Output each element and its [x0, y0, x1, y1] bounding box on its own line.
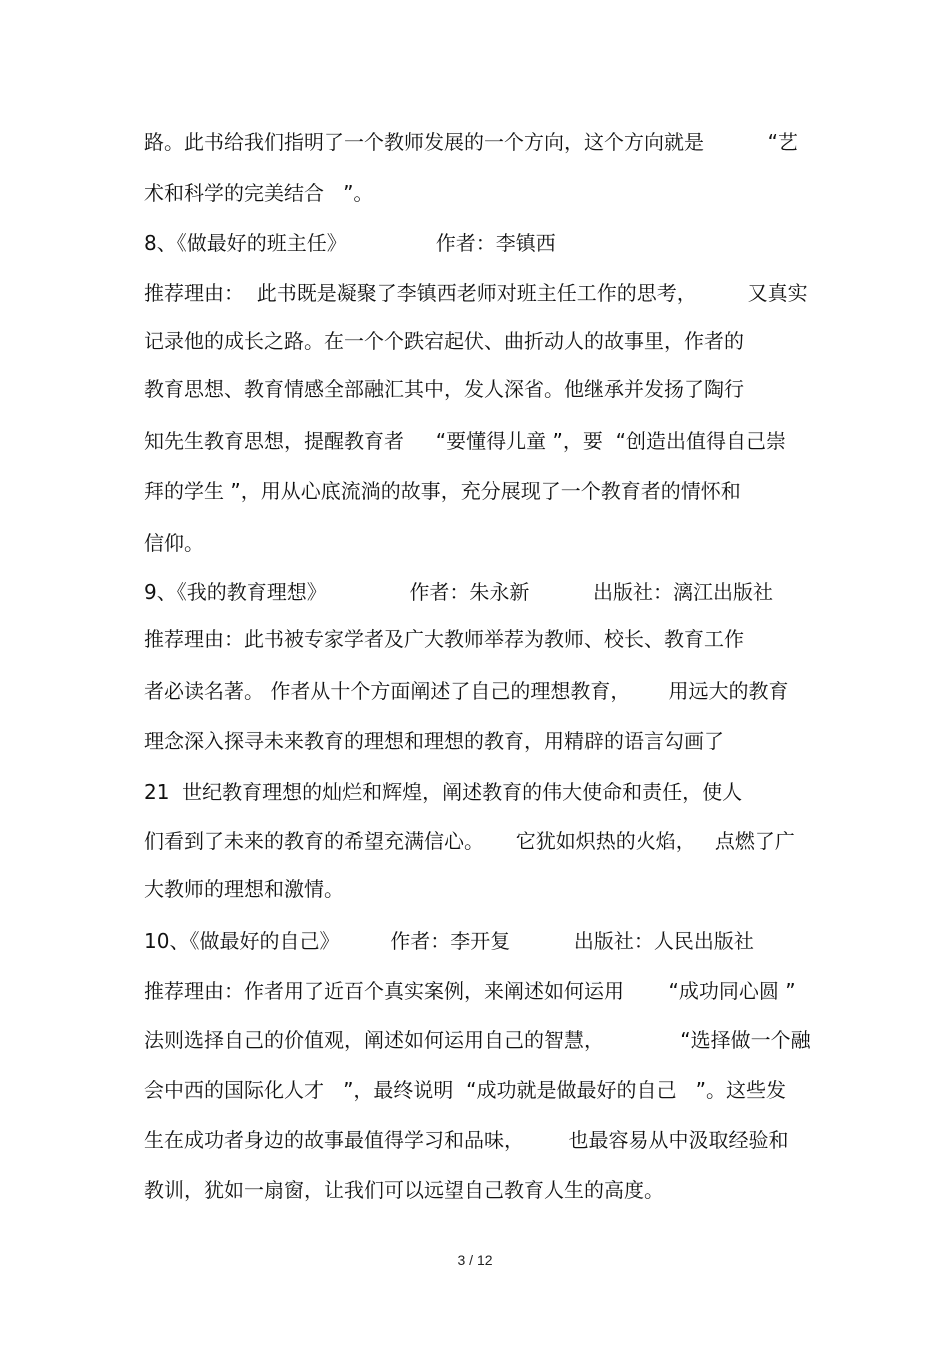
text-line: 知先生教育思想，提醒教育者 “要懂得儿童 ”，要 “创造出值得自己崇 — [144, 429, 786, 453]
text-line: 信仰。 — [144, 531, 204, 555]
page-number: 3 / 12 — [457, 1252, 493, 1268]
text-line: 推荐理由：此书被专家学者及广大教师举荐为教师、校长、教育工作 — [144, 627, 744, 651]
book-heading-8: 8、《做最好的班主任》 作者：李镇西 — [144, 231, 556, 255]
text-line: 会中西的国际化人才 ”，最终说明 “成功就是做最好的自己 ”。这些发 — [144, 1078, 786, 1102]
text-line: 教育思想、教育情感全部融汇其中，发人深省。他继承并发扬了陶行 — [144, 377, 744, 401]
text-line: 记录他的成长之路。在一个个跌宕起伏、曲折动人的故事里，作者的 — [144, 329, 744, 353]
text-line: 理念深入探寻未来教育的理想和理想的教育，用精辟的语言勾画了 — [144, 729, 724, 753]
text-line: 们看到了未来的教育的希望充满信心。 它犹如炽热的火焰， 点燃了广 — [144, 829, 795, 853]
text-line: 路。此书给我们指明了一个教师发展的一个方向，这个方向就是 “艺 — [144, 130, 798, 154]
text-line: 教训，犹如一扇窗，让我们可以远望自己教育人生的高度。 — [144, 1178, 664, 1202]
book-heading-9: 9、《我的教育理想》 作者：朱永新 出版社：漓江出版社 — [144, 580, 773, 604]
text-line: 21 世纪教育理想的灿烂和辉煌，阐述教育的伟大使命和责任，使人 — [144, 780, 743, 804]
text-line: 推荐理由： 此书既是凝聚了李镇西老师对班主任工作的思考， 又真实 — [144, 281, 808, 305]
text-line: 术和科学的完美结合 ”。 — [144, 181, 374, 205]
text-line: 法则选择自己的价值观，阐述如何运用自己的智慧， “选择做一个融 — [144, 1028, 811, 1052]
book-heading-10: 10、《做最好的自己》 作者：李开复 出版社：人民出版社 — [144, 929, 754, 953]
text-line: 生在成功者身边的故事最值得学习和品味， 也最容易从中汲取经验和 — [144, 1128, 789, 1152]
text-line: 者必读名著。 作者从十个方面阐述了自己的理想教育， 用远大的教育 — [144, 679, 789, 703]
text-line: 推荐理由：作者用了近百个真实案例，来阐述如何运用 “成功同心圆 ” — [144, 979, 796, 1003]
text-line: 大教师的理想和激情。 — [144, 877, 344, 901]
text-line: 拜的学生 ”，用从心底流淌的故事，充分展现了一个教育者的情怀和 — [144, 479, 741, 503]
